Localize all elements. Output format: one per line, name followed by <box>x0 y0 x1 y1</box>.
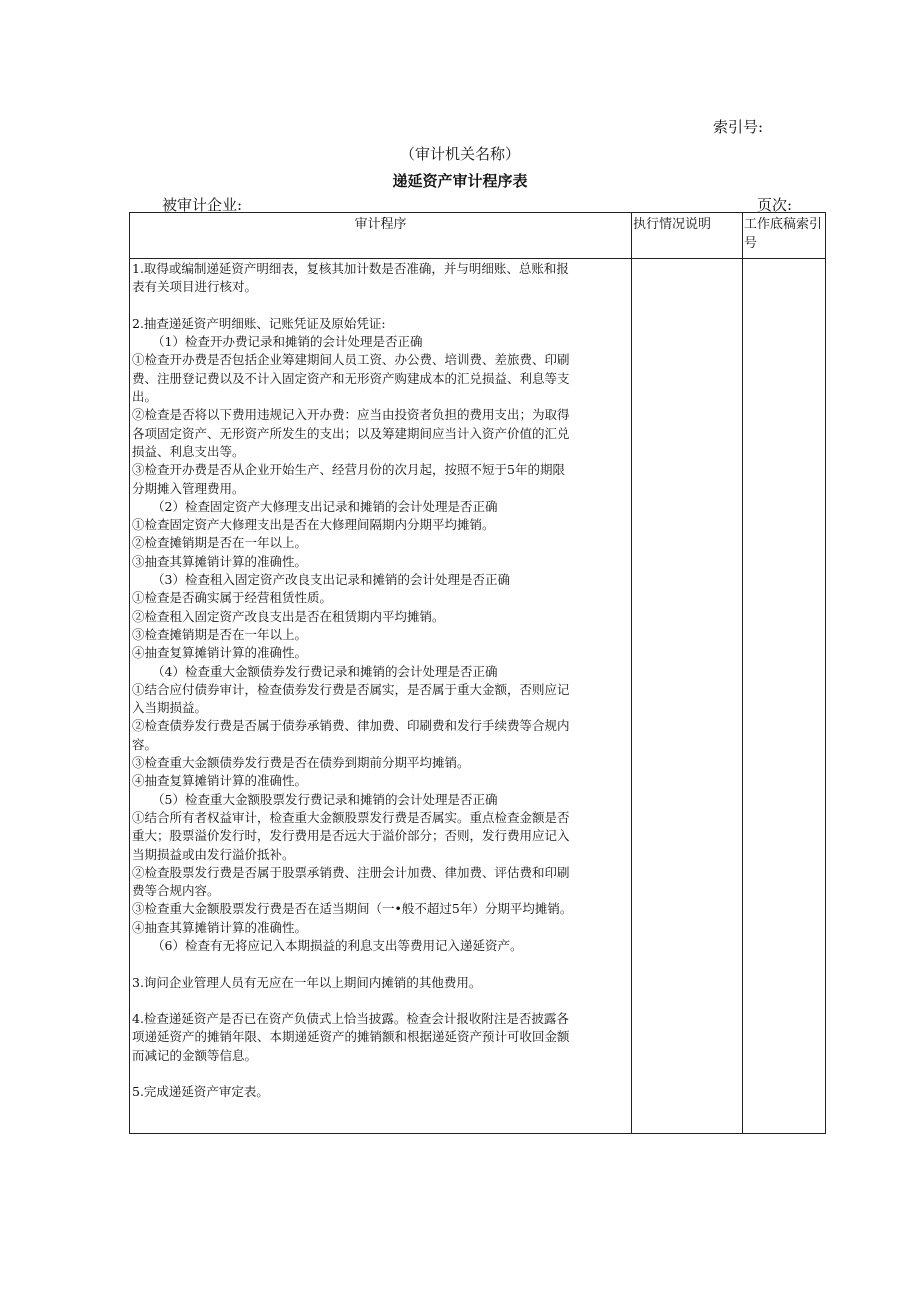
procedure-line: 当期损益或由发行溢价抵补。 <box>132 846 295 862</box>
procedure-line: （2）检查固定资产大修理支出记录和摊销的会计处理是否正确 <box>152 498 498 514</box>
audit-agency-name: （审计机关名称） <box>399 145 520 163</box>
procedure-line: 表有关项目进行核对。 <box>132 279 258 295</box>
procedure-line: ③抽查其算摊销计算的准确性。 <box>132 553 308 569</box>
index-number-label: 索引号: <box>713 118 764 136</box>
procedure-line: （4）检查重大金额债券发行费记录和摊销的会计处理是否正确 <box>152 663 498 679</box>
procedure-line: ②检查租入固定资产改良支出是否在租赁期内平均摊销。 <box>132 608 445 624</box>
procedure-line: 入当期损益。 <box>132 700 208 716</box>
procedure-line: ③检查开办费是否从企业开始生产、经营月份的次月起，按照不短于5年的期限 <box>132 462 565 478</box>
audited-entity-label: 被审计企业: <box>162 196 243 214</box>
procedure-line: ②检查股票发行费是否属于股票承销费、注册会计加费、律加费、评估费和印刷 <box>132 864 570 880</box>
spacer <box>132 1065 627 1083</box>
spacer <box>132 297 627 315</box>
procedure-line: （6）检查有无将应记入本期损益的利息支出等费用记入递延资产。 <box>152 937 523 953</box>
procedure-line: ①结合应付债券审计，检查债券发行费是否属实，是否属于重大金额，否则应记 <box>132 681 570 697</box>
procedure-line: （3）检查租入固定资产改良支出记录和摊销的会计处理是否正确 <box>152 572 510 588</box>
column-header-workpaper-ref: 工作底稿索引号 <box>744 217 823 251</box>
page-number-label: 页次: <box>757 196 793 214</box>
procedure-line: （5）检查重大金额股票发行费记录和摊销的会计处理是否正确 <box>152 791 498 807</box>
procedure-line: ②检查摊销期是否在一年以上。 <box>132 535 308 551</box>
procedure-line: 容。 <box>132 736 158 752</box>
audit-procedure-table <box>129 212 826 1134</box>
procedure-line: 项递延资产的摊销年限、本期递延资产的摊销额和根据递延资产预计可收回金额 <box>132 1029 570 1045</box>
procedure-line: 1.取得或编制递延资产明细表，复核其加计数是否准确，并与明细账、总账和报 <box>132 261 569 276</box>
procedure-line: ④抽查其算摊销计算的准确性。 <box>132 919 308 935</box>
spacer <box>132 992 627 1010</box>
column-header-execution: 执行情况说明 <box>633 217 712 232</box>
procedure-line: （1）检查开办费记录和摊销的会计处理是否正确 <box>152 334 423 350</box>
procedure-line: 重大；股票溢价发行时，发行费用是否远大于溢价部分；否则，发行费用应记入 <box>132 828 570 844</box>
procedure-line: 分期摊入管理费用。 <box>132 480 245 496</box>
procedure-line: ③检查摊销期是否在一年以上。 <box>132 626 308 642</box>
procedure-line: ①检查固定资产大修理支出是否在大修理间隔期内分期平均摊销。 <box>132 517 495 533</box>
column-divider <box>742 213 743 1133</box>
procedure-steps <box>132 260 627 1102</box>
procedure-line: ①检查是否确实属于经营租赁性质。 <box>132 590 333 606</box>
column-header-procedure: 审计程序 <box>354 217 407 232</box>
procedure-line: ③检查重大金额债券发行费是否在债券到期前分期平均摊销。 <box>132 755 470 771</box>
spacer <box>132 955 627 973</box>
column-divider <box>631 213 632 1133</box>
procedure-line: ①检查开办费是否包括企业筹建期间人员工资、办公费、培训费、差旅费、印刷 <box>132 352 570 368</box>
procedure-line: 损益、利息支出等。 <box>132 443 245 459</box>
procedure-line: 出。 <box>132 389 158 405</box>
procedure-line: 而减记的金额等信息。 <box>132 1047 258 1063</box>
procedure-line: ②检查是否将以下费用违规记入开办费：应当由投资者负担的费用支出；为取得 <box>132 407 570 423</box>
procedure-line: 2.抽查递延资产明细账、记账凭证及原始凭证: <box>132 315 386 331</box>
procedure-line: 3.询问企业管理人员有无应在一年以上期间内摊销的其他费用。 <box>132 974 482 990</box>
page-title: 递延资产审计程序表 <box>392 172 528 190</box>
procedure-line: ④抽查复算摊销计算的准确性。 <box>132 773 308 789</box>
procedure-line: 各项固定资产、无形资产所发生的支出；以及筹建期间应当计入资产价值的汇兑 <box>132 425 570 441</box>
procedure-line: ③检查重大金额股票发行费是否在适当期间（一•般不超过5年）分期平均摊销。 <box>132 901 573 917</box>
procedure-line: 4.检查递延资产是否已在资产负债式上恰当披露。检查会计报收附注是否披露各 <box>132 1011 569 1027</box>
procedure-line: 费等合规内容。 <box>132 883 220 899</box>
header-divider <box>130 258 825 259</box>
procedure-line: 5.完成递延资产审定表。 <box>132 1084 269 1100</box>
procedure-line: ②检查债券发行费是否属于债券承销费、律加费、印刷费和发行手续费等合规内 <box>132 718 570 734</box>
procedure-line: ①结合所有者权益审计，检查重大金额股票发行费是否属实。重点检查金额是否 <box>132 809 570 825</box>
procedure-line: 费、注册登记费以及不计入固定资产和无形资产购建成本的汇兑损益、利息等支 <box>132 370 570 386</box>
procedure-line: ④抽查复算摊销计算的准确性。 <box>132 645 308 661</box>
